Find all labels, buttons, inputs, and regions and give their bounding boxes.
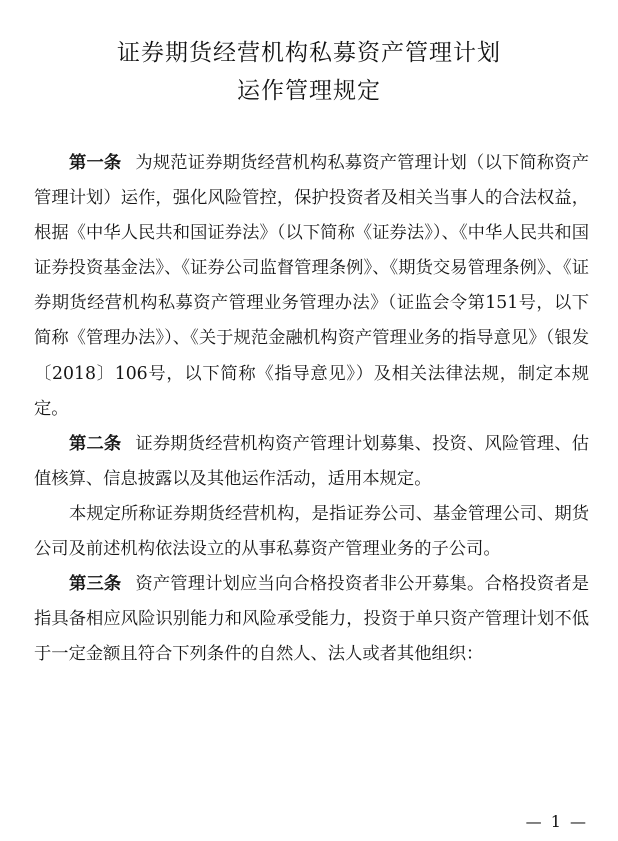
paragraph-article-3 <box>34 567 589 672</box>
article-label-1: 第一条 <box>69 153 122 173</box>
paragraph-article-2-definition <box>34 497 589 567</box>
article-label-3: 第三条 <box>69 574 122 595</box>
article-text-3: 资产管理计划应当向合格投资者非公开募集。合格投资者是指具备相应风险识别能力和风险承受能力，投资于单只资产管理计划不低于一定金额且符合下列条件的自然人、法人或者其他组织： <box>34 574 589 665</box>
document-body <box>34 146 589 672</box>
article-label-2: 第二条 <box>69 433 122 454</box>
paragraph-article-1 <box>34 146 589 427</box>
article-text-1: 为规范证券期货经营机构私募资产管理计划（以下简称资产管理计划）运作，强化风险管控，保护投资者及相关当事人的合法权益，根据《中华人民共和国证券法》（以下简称《证券法》）、《中华人民共和国证券投资基金法》、《证券公司监督管理条例》、《期货交易管理条例》、《证券期货经营机构私募资产管理业务管理办法》（证监会令第151号，以下简称《管理办法》）、《关于规范金融机构资产管理业务的指导意见》（银发〔2018〕106号，以下简称《指导意见》）及相关法律法规，制定本规定。 <box>34 153 589 419</box>
paragraph-article-2 <box>34 427 589 497</box>
article-text-2b: 本规定所称证券期货经营机构，是指证券公司、基金管理公司、期货公司及前述机构依法设立的从事私募资产管理业务的子公司。 <box>34 503 589 560</box>
document-title-line-2: 运作管理规定 <box>237 78 381 104</box>
page-number: — 1 — <box>525 812 588 831</box>
document-title-line-1: 证券期货经营机构私募资产管理计划 <box>117 40 501 66</box>
article-text-2: 证券期货经营机构资产管理计划募集、投资、风险管理、估值核算、信息披露以及其他运作活动，适用本规定。 <box>34 433 589 489</box>
